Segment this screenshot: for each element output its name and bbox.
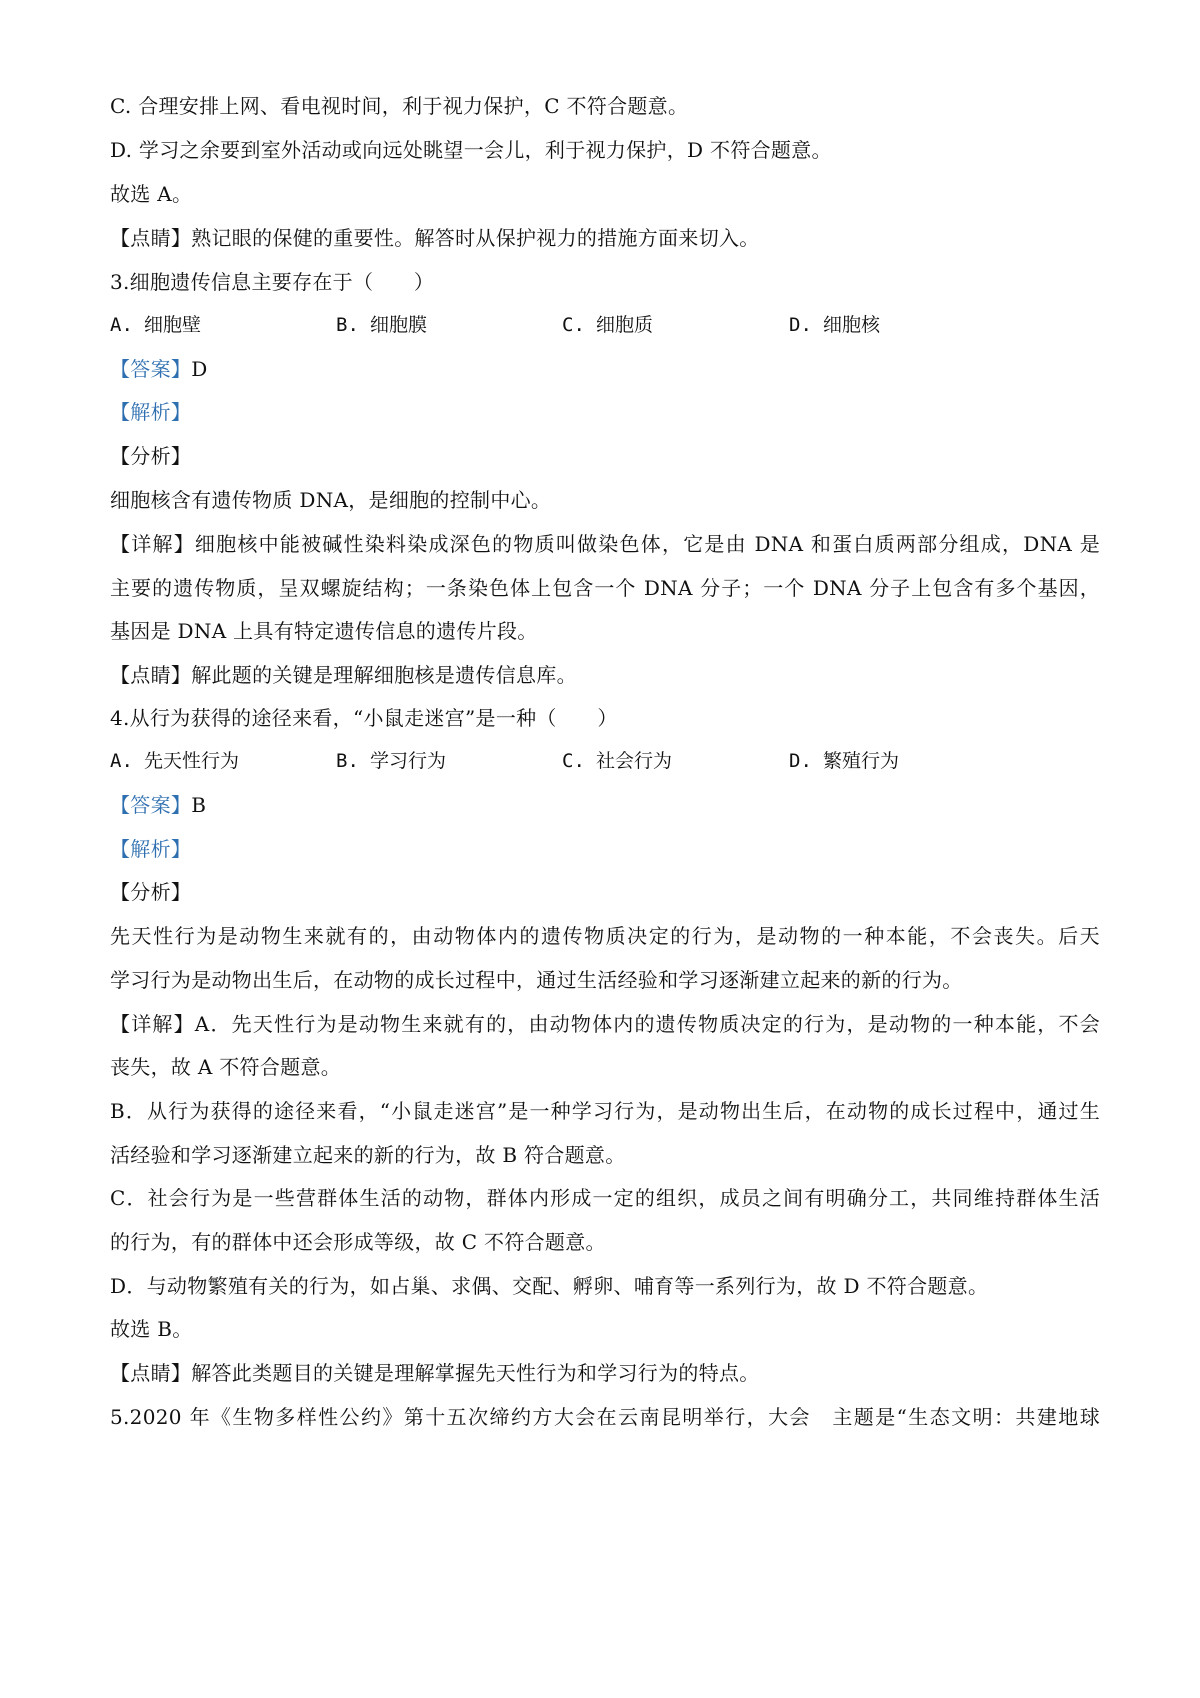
answer-line [110,355,1100,383]
xiangjie-b-line-2: 活经验和学习逐渐建立起来的新的行为，故 B 符合题意。 [110,1143,626,1167]
fenxi-line-2: 学习行为是动物出生后，在动物的成长过程中，通过生活经验和学习逐渐建立起来的新的行为。 [110,968,963,992]
fenxi-line-1: 先天性行为是动物生来就有的，由动物体内的遗传物质决定的行为，是动物的一种本能，不会丧失。后天 [110,924,1100,948]
option-c: C. 细胞质 [562,314,654,336]
option-c: C. 社会行为 [562,750,673,772]
option-b: B. 细胞膜 [336,314,428,336]
question-3: 3.细胞遗传信息主要存在于（ ） [110,270,435,294]
xiangjie-a-line-2: 丧失，故 A 不符合题意。 [110,1055,342,1079]
answer-value: D [191,357,208,381]
answer-tag: 【答案】 [110,793,192,817]
dianjing-line: 【点睛】解此题的关键是理解细胞核是遗传信息库。 [110,663,577,687]
conclusion-line: 故选 B。 [110,1317,193,1341]
answer-line [110,791,1100,819]
option-a: A. 先天性行为 [110,750,240,772]
option-b: B. 学习行为 [336,750,447,772]
xiangjie-b-line-1: B．从行为获得的途径来看，“小鼠走迷宫”是一种学习行为，是动物出生后，在动物的成长过程中，通过生 [110,1099,1100,1123]
fenxi-tag: 【分析】 [110,880,192,904]
option-c-explanation: C. 合理安排上网、看电视时间，利于视力保护，C 不符合题意。 [110,94,689,118]
question-4: 4.从行为获得的途径来看，“小鼠走迷宫”是一种（ ） [110,706,618,730]
jiexi-tag: 【解析】 [110,400,192,424]
option-d-explanation: D. 学习之余要到室外活动或向远处眺望一会儿，利于视力保护，D 不符合题意。 [110,138,832,162]
answer-tag: 【答案】 [110,357,192,381]
xiangjie-a-line-1: 【详解】A．先天性行为是动物生来就有的，由动物体内的遗传物质决定的行为，是动物的一种本能，不会 [110,1012,1100,1036]
fenxi-tag: 【分析】 [110,444,192,468]
xiangjie-line-3: 基因是 DNA 上具有特定遗传信息的遗传片段。 [110,619,538,643]
option-d: D. 繁殖行为 [789,750,900,772]
dianjing-line: 【点睛】解答此类题目的关键是理解掌握先天性行为和学习行为的特点。 [110,1361,760,1385]
xiangjie-line-2: 主要的遗传物质，呈双螺旋结构；一条染色体上包含一个 DNA 分子；一个 DNA 分子上包含有多个基因， [110,576,1100,600]
answer-value: B [191,793,207,817]
xiangjie-c-line-1: C．社会行为是一些营群体生活的动物，群体内形成一定的组织，成员之间有明确分工，共同维持群体生活 [110,1186,1100,1210]
option-a: A. 细胞壁 [110,314,202,336]
option-d: D. 细胞核 [789,314,881,336]
jiexi-tag: 【解析】 [110,837,192,861]
xiangjie-c-line-2: 的行为，有的群体中还会形成等级，故 C 不符合题意。 [110,1230,606,1254]
conclusion-line: 故选 A。 [110,182,193,206]
question-5: 5.2020 年《生物多样性公约》第十五次缔约方大会在云南昆明举行，大会 主题是“生态文明：共建地球 [110,1405,1100,1429]
xiangjie-line-1: 【详解】细胞核中能被碱性染料染成深色的物质叫做染色体，它是由 DNA 和蛋白质两部分组成，DNA 是 [110,532,1100,556]
dianjing-line: 【点睛】熟记眼的保健的重要性。解答时从保护视力的措施方面来切入。 [110,226,760,250]
xiangjie-d-line: D．与动物繁殖有关的行为，如占巢、求偶、交配、孵卵、哺育等一系列行为，故 D 不符合题意。 [110,1274,989,1298]
fenxi-text: 细胞核含有遗传物质 DNA，是细胞的控制中心。 [110,488,552,512]
